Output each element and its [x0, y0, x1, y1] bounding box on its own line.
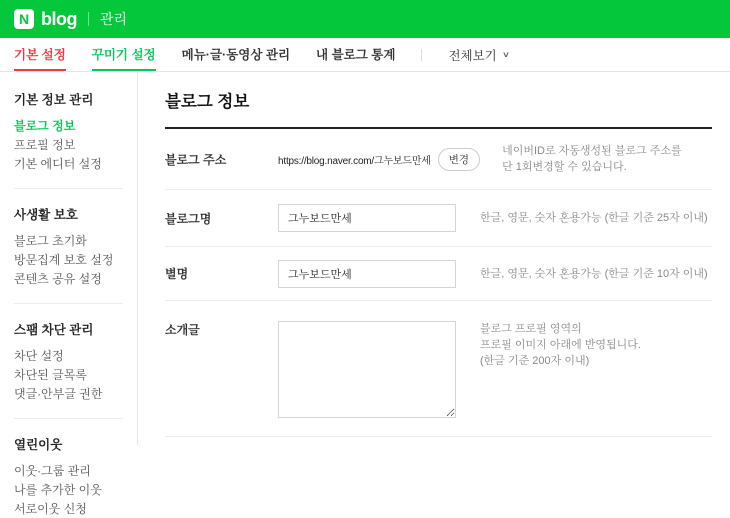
sidebar-heading-open-neighbors: 열린이웃	[14, 438, 63, 452]
help-line: 단 1회변경할 수 있습니다.	[502, 161, 627, 173]
tab-decorate-settings[interactable]: 꾸미기 설정	[92, 38, 156, 71]
help-line: 네이버ID로 자동생성된 블로그 주소를	[502, 145, 682, 157]
sidebar-divider	[14, 303, 123, 304]
change-address-button[interactable]: 변경	[438, 148, 480, 171]
blog-address-help	[502, 143, 682, 175]
nickname-input[interactable]	[278, 260, 456, 288]
intro-label: 소개글	[165, 323, 200, 337]
intro-help	[480, 321, 641, 369]
nav-divider	[421, 49, 422, 61]
help-line: 블로그 프로필 영역의	[480, 323, 582, 335]
view-all-label: 전체보기	[448, 48, 497, 63]
blog-address-label: 블로그 주소	[165, 152, 227, 167]
nickname-help: 한글, 영문, 숫자 혼용가능 (한글 기준 10자 이내)	[480, 267, 708, 280]
sidebar-divider	[14, 188, 123, 189]
sidebar-item-profile-info[interactable]: 프로필 정보	[14, 138, 76, 152]
naver-logo-icon[interactable]: N	[14, 9, 34, 29]
sidebar-item-block-settings[interactable]: 차단 설정	[14, 349, 64, 363]
blog-name-row	[165, 190, 712, 247]
blog-logo[interactable]: blog	[41, 8, 77, 29]
page-title: 블로그 정보	[165, 93, 250, 111]
admin-tab-bar	[0, 38, 730, 72]
sidebar-item-visit-count-protect[interactable]: 방문집계 보호 설정	[14, 253, 114, 267]
header-divider	[88, 12, 89, 26]
nickname-label: 별명	[165, 267, 189, 281]
intro-textarea[interactable]	[278, 321, 456, 418]
blog-info-panel	[138, 72, 730, 445]
sidebar-item-mutual-request[interactable]: 서로이웃 신청	[14, 502, 87, 516]
tab-menu-post-video[interactable]: 메뉴·글·동영상 관리	[181, 47, 291, 62]
sidebar-heading-privacy: 사생활 보호	[14, 208, 78, 222]
page-section-title: 관리	[100, 11, 128, 27]
help-line: (한글 기준 200자 이내)	[480, 355, 590, 367]
sidebar-heading-basic-info: 기본 정보 관리	[14, 93, 94, 107]
sidebar-item-blog-reset[interactable]: 블로그 초기화	[14, 234, 87, 248]
tab-my-blog-stats[interactable]: 내 블로그 통계	[316, 47, 396, 62]
sidebar-heading-spam-block: 스팸 차단 관리	[14, 323, 94, 337]
sidebar-item-editor-settings[interactable]: 기본 에디터 설정	[14, 157, 102, 171]
blog-address-value: https://blog.naver.com/그누보드만세	[278, 155, 431, 167]
sidebar-item-blog-info[interactable]: 블로그 정보	[14, 119, 76, 133]
blog-address-row	[165, 129, 712, 190]
sidebar-item-comment-permission[interactable]: 댓글·안부글 권한	[14, 387, 103, 401]
blog-name-input[interactable]	[278, 204, 456, 232]
sidebar-item-blocked-posts[interactable]: 차단된 글목록	[14, 368, 87, 382]
chevron-down-icon: ∨	[501, 50, 510, 59]
blog-name-help: 한글, 영문, 숫자 혼용가능 (한글 기준 25자 이내)	[480, 212, 708, 224]
app-header	[0, 0, 730, 38]
tab-basic-settings[interactable]: 기본 설정	[14, 38, 66, 71]
intro-row	[165, 301, 712, 437]
sidebar-divider	[14, 418, 123, 419]
blog-name-label: 블로그명	[165, 211, 212, 226]
nickname-row	[165, 247, 712, 301]
sidebar-item-neighbor-group[interactable]: 이웃·그룹 관리	[14, 464, 91, 478]
view-all-dropdown[interactable]	[448, 38, 508, 71]
sidebar-item-added-me[interactable]: 나를 추가한 이웃	[14, 483, 102, 497]
help-line: 프로필 이미지 아래에 반영됩니다.	[480, 339, 641, 351]
settings-sidebar	[0, 72, 138, 516]
sidebar-item-content-share[interactable]: 콘텐츠 공유 설정	[14, 272, 102, 286]
